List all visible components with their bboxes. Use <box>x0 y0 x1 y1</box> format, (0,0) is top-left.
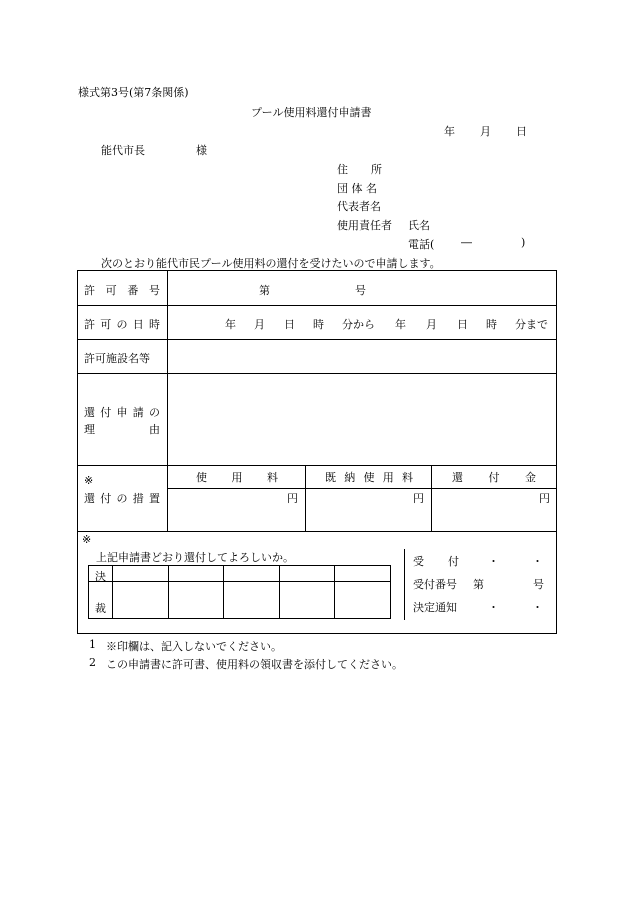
phone-dash: ― <box>461 236 472 249</box>
yen-refund: 円 <box>539 492 550 505</box>
reason-label-line1: 還 付 申 請 の <box>84 406 160 419</box>
phone-close: ) <box>521 236 526 249</box>
measure-mark: ※ <box>84 474 94 487</box>
yen-paid-fee: 円 <box>413 492 424 505</box>
intro-text: 次のとおり能代市民プール使用料の還付を受けたいので申請します。 <box>101 257 441 270</box>
reception-number-label: 受付番号 <box>413 578 457 591</box>
date-year: 年 <box>444 125 455 138</box>
manager-label: 使用責任者 <box>337 219 392 232</box>
permit-number-prefix: 第 <box>259 284 270 297</box>
address-label: 住 所 <box>337 163 382 176</box>
kessai-char-1: 決 <box>95 570 106 583</box>
note-1-text: ※印欄は、記入しないでください。 <box>106 640 282 653</box>
name-label: 氏名 <box>408 219 430 232</box>
yen-usage-fee: 円 <box>287 492 298 505</box>
header-paid-fee: 既 納 使 用 料 <box>325 471 413 484</box>
permit-number-suffix: 号 <box>355 284 366 297</box>
header-usage-fee: 使 用 料 <box>196 471 278 484</box>
form-number: 様式第3号(第7条関係) <box>78 86 189 99</box>
approval-statement: 上記申請書どおり還付してよろしいか。 <box>96 551 294 564</box>
representative-label: 代表者名 <box>337 200 381 213</box>
phone-label: 電話( <box>408 238 435 251</box>
form-title: プール使用料還付申請書 <box>251 106 372 119</box>
addressee-name: 能代市長 <box>101 144 145 157</box>
reception-label: 受 付 <box>413 555 459 568</box>
note-2-number: 2 <box>89 656 96 669</box>
reception-number-prefix: 第 <box>473 578 484 591</box>
decision-date-dots: ・ ・ <box>488 601 543 614</box>
reason-label-line2: 理 由 <box>84 423 160 436</box>
office-mark: ※ <box>82 533 92 546</box>
date-day: 日 <box>516 125 527 138</box>
reception-number-suffix: 号 <box>533 578 544 591</box>
measure-label: 還 付 の 措 置 <box>84 492 160 505</box>
facility-label: 許可施設名等 <box>84 352 150 365</box>
permit-datetime-label: 許 可 の 日 時 <box>84 318 160 331</box>
date-month: 月 <box>480 125 491 138</box>
decision-notice-label: 決定通知 <box>413 601 457 614</box>
note-2-text: この申請書に許可書、使用料の領収書を添付してください。 <box>106 658 403 671</box>
kessai-char-2: 裁 <box>95 602 106 615</box>
reception-date-dots: ・ ・ <box>488 555 543 568</box>
note-1-number: 1 <box>89 638 96 651</box>
group-name-label: 団 体 名 <box>337 182 377 195</box>
header-refund: 還 付 金 <box>452 471 536 484</box>
permit-number-label: 許 可 番 号 <box>84 284 160 297</box>
addressee-honorific: 様 <box>196 144 207 157</box>
